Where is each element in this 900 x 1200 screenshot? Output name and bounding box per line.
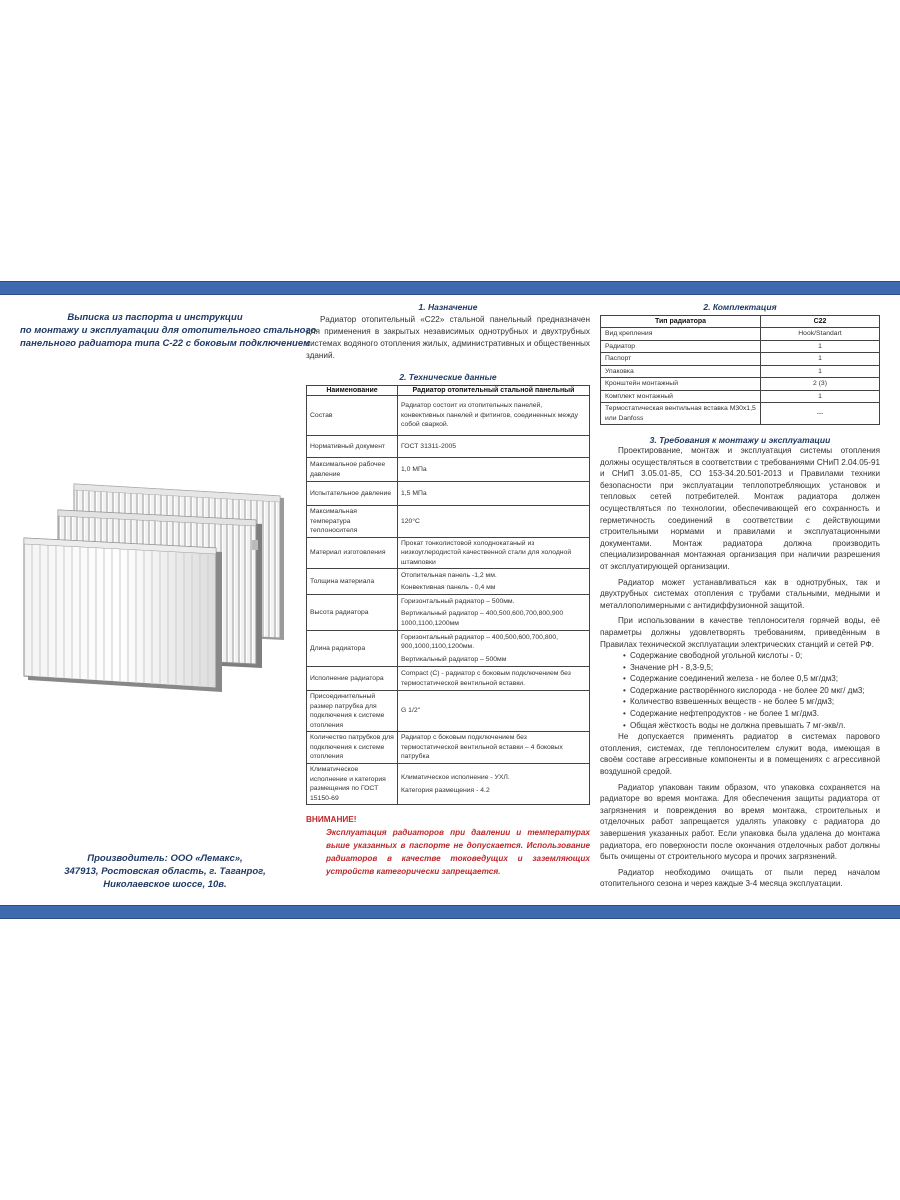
row-value-line: Горизонтальный радиатор – 500мм. xyxy=(401,597,515,605)
tech-title: 2. Технические данные xyxy=(399,372,497,382)
table-row xyxy=(601,328,880,341)
table-row xyxy=(601,353,880,366)
row-value xyxy=(398,764,590,805)
table-row xyxy=(601,390,880,403)
row-value-line: Вертикальный радиатор – 400,500,600,700,800,900 1000,1100,1200мм xyxy=(401,610,564,627)
table-row xyxy=(307,732,590,764)
manufacturer-line: 347913, Ростовская область, г. Таганрог, xyxy=(64,866,266,877)
requirements-title: 3. Требования к монтажу и эксплуатации xyxy=(649,435,831,445)
table-row xyxy=(307,631,590,667)
row-name: Комплект монтажный xyxy=(601,390,761,403)
row-value: 1 xyxy=(761,390,880,403)
tech-table-header xyxy=(307,386,590,396)
row-value: Прокат тонколистовой холоднокатаный из низкоуглеродистой качественной стали для холодной штамповки xyxy=(398,537,590,569)
row-name: Количество патрубков для подключения к системе отопления xyxy=(307,732,398,764)
requirements-paragraph: Проектирование, монтаж и эксплуатация системы отопления должны осуществляться в соответствии с требованиями СНиП 2.04.05-91 и СНиП 3.05.01-85, СО 153-34.20.501-2013 и Правилами техники безопасности при эксплуатации теплопотребляющих установок и тепловых сетей потребителей. Монтаж радиатора должен осуществляться по технологии, обеспечивающей его сохранность и герметичность соединений в соответствии с действующими строительными нормами и правилами и эксплуатационными документами. Монтаж радиатора должна производить специализированная монтажная организация при наличии разрешения от эксплуатирующей организации. xyxy=(600,446,880,571)
kit-header-value: С22 xyxy=(761,316,880,328)
title-line: Выписка из паспорта и инструкции xyxy=(67,312,243,323)
row-value xyxy=(398,595,590,631)
row-name: Высота радиатора xyxy=(307,595,398,631)
row-name: Состав xyxy=(307,396,398,436)
table-row xyxy=(307,537,590,569)
requirements-body xyxy=(600,445,880,890)
row-value: 2 (3) xyxy=(761,378,880,391)
row-value-line: Категория размещения - 4.2 xyxy=(401,787,490,794)
requirements-paragraph: Радиатор упакован таким образом, что упаковка сохраняется на радиаторе во время монтажа. Для обеспечения защиты радиатора от загрязнения и повреждения во время монтажа, строительных и отделочных работ запрещается удалять упаковку с радиатора до завершения указанных работ. Если упаковка была удалена до монтажа радиатора, его поверхности после окончания отделочных работ должны быть очищены от строительного мусора и прочих загрязнений. xyxy=(600,782,880,862)
radiator-front xyxy=(24,538,222,692)
row-name: Длина радиатора xyxy=(307,631,398,667)
row-value-line: Отопительная панель -1,2 мм. xyxy=(401,571,497,579)
row-value: ГОСТ 31311-2005 xyxy=(398,436,590,458)
kit-table xyxy=(600,315,880,425)
water-requirements-list xyxy=(600,650,880,731)
row-value: 1,5 МПа xyxy=(398,482,590,506)
table-row xyxy=(601,378,880,391)
kit-table-header xyxy=(601,316,880,328)
list-item: • Содержание соединений железа - не более 0,5 мг/дм3; xyxy=(630,673,880,685)
table-row xyxy=(307,458,590,482)
table-row xyxy=(307,506,590,538)
row-value: G 1/2" xyxy=(398,691,590,732)
list-item: • Содержание растворённого кислорода - не более 20 мкг/ дм3; xyxy=(630,685,880,697)
requirements-paragraph: Радиатор может устанавливаться как в однотрубных, так и двухтрубных системах отопления с трубами стальными, медными и металлополимерными с антидиффузионной защитой. xyxy=(600,577,880,610)
purpose-title: 1. Назначение xyxy=(418,302,478,312)
kit-title: 2. Комплектация xyxy=(703,302,777,312)
warning-head: ВНИМАНИЕ! xyxy=(306,815,357,824)
row-name: Кронштейн монтажный xyxy=(601,378,761,391)
table-row xyxy=(601,403,880,425)
row-value: 1,0 МПа xyxy=(398,458,590,482)
row-name: Толщина материала xyxy=(307,569,398,595)
row-value: 1 xyxy=(761,365,880,378)
row-name: Максимальная температура теплоносителя xyxy=(307,506,398,538)
row-value-line: Конвективная панель - 0,4 мм xyxy=(401,584,496,591)
warning-block xyxy=(306,813,590,878)
row-value: 1 xyxy=(761,353,880,366)
table-row xyxy=(307,595,590,631)
row-value: --- xyxy=(761,403,880,425)
requirements-paragraph: Не допускается применять радиатор в системах парового отопления, системах, где теплоносителем служит вода, имеющая в своём составе агрессивные компоненты и в помещениях с агрессивной воздушной средой. xyxy=(600,732,880,777)
title-line: по монтажу и эксплуатации для отопительного стального xyxy=(20,325,317,336)
kit-header-name: Тип радиатора xyxy=(601,316,761,328)
table-row xyxy=(307,396,590,436)
manufacturer-info xyxy=(40,852,290,891)
warning-text: Эксплуатация радиаторов при давлении и температурах выше указанных в паспорте не допускается. Использование радиаторов в качестве токоведущих и заземляющих устройств категорически запрещается. xyxy=(326,828,590,876)
right-column xyxy=(600,302,880,890)
middle-column xyxy=(306,302,590,878)
row-name: Радиатор xyxy=(601,340,761,353)
list-item: • Содержание свободной угольной кислоты - 0; xyxy=(630,650,880,662)
row-value-line: Горизонтальный радиатор – 400,500,600,700,800, 900,1000,1100,1200мм. xyxy=(401,633,559,651)
table-row xyxy=(307,764,590,805)
table-row xyxy=(601,365,880,378)
table-row xyxy=(307,436,590,458)
tech-header-value: Радиатор отопительный стальной панельный xyxy=(398,386,590,396)
tech-table xyxy=(306,385,590,805)
row-value-line: Вертикальный радиатор – 500мм xyxy=(401,655,507,663)
row-value-line: Климатическое исполнение - УХЛ. xyxy=(401,773,510,781)
row-name: Упаковка xyxy=(601,365,761,378)
table-row xyxy=(601,340,880,353)
row-value: Радиатор состоит из отопительных панелей, конвективных панелей и фитингов, соединенных между собой сваркой. xyxy=(398,396,590,436)
table-row xyxy=(307,482,590,506)
row-value: 1 xyxy=(761,340,880,353)
row-name: Максимальное рабочее давление xyxy=(307,458,398,482)
requirements-paragraph: Радиатор необходимо очищать от пыли перед началом отопительного сезона и через каждые 3-4 месяца эксплуатации. xyxy=(600,867,880,889)
top-blue-band xyxy=(0,281,900,295)
row-name: Термостатическая вентильная вставка М30х1,5 или Danfoss xyxy=(601,403,761,425)
table-row xyxy=(307,569,590,595)
row-name: Нормативный документ xyxy=(307,436,398,458)
row-name: Испытательное давление xyxy=(307,482,398,506)
purpose-text: Радиатор отопительный «С22» стальной панельный предназначен для применения в закрытых независимых однотрубных и двухтрубных системах водяного отопления жилых, административных и общественных зданий. xyxy=(306,315,590,360)
row-name: Климатическое исполнение и категория размещения по ГОСТ 15150-69 xyxy=(307,764,398,805)
table-row xyxy=(307,691,590,732)
table-row xyxy=(307,667,590,691)
list-item: • Количество взвешенных веществ - не более 5 мг/дм3; xyxy=(630,696,880,708)
row-value: Hook/Standart xyxy=(761,328,880,341)
row-value xyxy=(398,631,590,667)
row-value: 120°С xyxy=(398,506,590,538)
requirements-paragraph: При использовании в качестве теплоносителя горячей воды, её параметры должны удовлетворять требованиям, приведённым в Правилах технической эксплуатации электрических станций и сетей РФ. xyxy=(600,616,880,649)
row-name: Паспорт xyxy=(601,353,761,366)
row-value xyxy=(398,569,590,595)
manufacturer-line: Производитель: ООО «Лемакс», xyxy=(87,853,243,864)
title-line: панельного радиатора типа С-22 с боковым подключением xyxy=(20,338,311,349)
row-value: Радиатор с боковым подключением без термостатической вентильной вставки – 4 боковых патрубка xyxy=(398,732,590,764)
list-item: • Общая жёсткость воды не должна превышать 7 мг-экв/л. xyxy=(630,720,880,732)
manufacturer-line: Николаевское шоссе, 10в. xyxy=(103,879,227,890)
row-value: Compact (С) - радиатор с боковым подключением без термостатической вентильной вставки. xyxy=(398,667,590,691)
row-name: Исполнение радиатора xyxy=(307,667,398,691)
list-item: • Содержание нефтепродуктов - не более 1 мг/дм3. xyxy=(630,708,880,720)
row-name: Вид крепления xyxy=(601,328,761,341)
row-name: Присоединительный размер патрубка для подключения к системе отопления xyxy=(307,691,398,732)
list-item: • Значение pH - 8,3-9,5; xyxy=(630,662,880,674)
row-name: Материал изготовления xyxy=(307,537,398,569)
tech-header-name: Наименование xyxy=(307,386,398,396)
radiator-illustration xyxy=(22,480,292,695)
document-title xyxy=(20,311,317,350)
bottom-blue-band xyxy=(0,905,900,919)
